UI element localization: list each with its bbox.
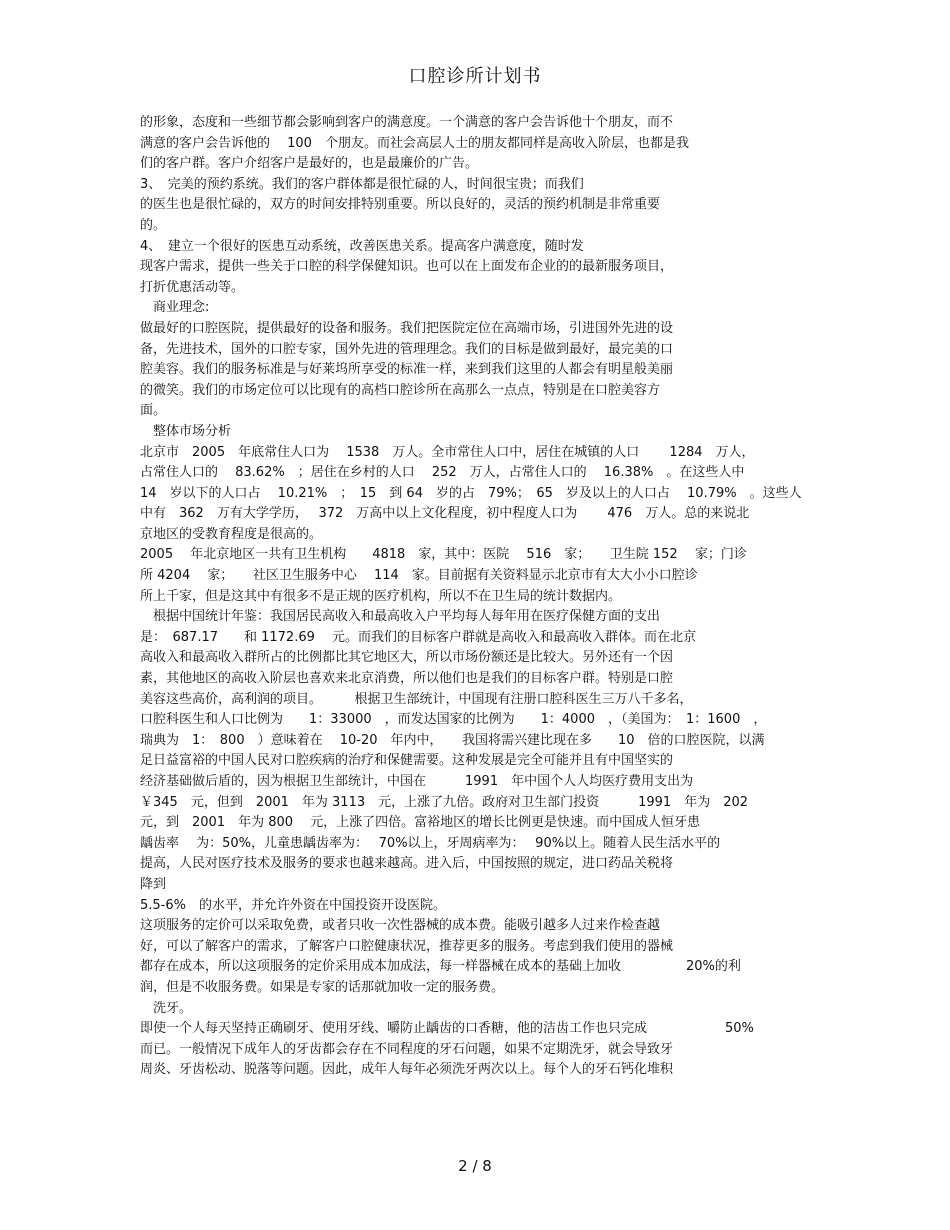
text-line: ￥345 元，但到 2001 年为 3113 元，上涨了九倍。政府对卫生部门投资 1991 年为 202 (140, 794, 749, 810)
text-line: 腔美容。我们的服务标准是与好莱坞所享受的标准一样，来到我们这里的人都会有明星般美丽 (140, 362, 674, 378)
text-line: 做最好的口腔医院，提供最好的设备和服务。我们把医院定位在高端市场，引进国外先进的设 (140, 320, 674, 336)
text-line: 14 岁以下的人口占 10.21% ； 15 到 64 岁的占 79%； 65 岁及以上的人口占 10.79% 。这些人 (140, 485, 802, 501)
text-line: 2005 年北京地区一共有卫生机构 4818 家，其中：医院 516 家； 卫生院 152 家；门诊 (140, 547, 747, 563)
text-line: 商业理念: (140, 300, 210, 316)
text-line: 这项服务的定价可以采取免费，或者只收一次性器械的成本费。能吸引越多人过来作检查越 (140, 918, 661, 934)
text-line: 所上千家，但是这其中有很多不是正规的医疗机构，所以不在卫生局的统计数据内。 (140, 588, 622, 604)
text-line: 占常住人口的 83.62% ；居住在乡村的人口 252 万人，占常住人口的 16.38% 。在这些人中 (140, 465, 745, 481)
page-number: 2 / 8 (458, 1157, 492, 1175)
text-line: 京地区的受教育程度是很高的。 (140, 526, 323, 542)
text-line: 好，可以了解客户的需求，了解客户口腔健康状况，推荐更多的服务。考虑到我们使用的器械 (140, 938, 674, 954)
text-line: 是： 687.17 和 1172.69 元。而我们的目标客户群就是高收入和最高收入群体。而在北京 (140, 629, 697, 645)
text-line: 口腔科医生和人口比例为 1：33000 ，而发达国家的比例为 1：4000 ，（美国为： 1：1600 ， (140, 712, 767, 728)
text-line: 3、 完美的预约系统。我们的客户群体都是很忙碌的人，时间很宝贵；而我们 (140, 176, 584, 192)
text-line: 降到 (140, 876, 167, 892)
text-line: 高收入和最高收入群所占的比例都比其它地区大，所以市场份额还是比较大。另外还有一个因 (140, 650, 674, 666)
page-title: 口腔诊所计划书 (408, 66, 542, 87)
text-line: 提高，人民对医疗技术及服务的要求也越来越高。进入后，中国按照的规定，进口药品关税将 (140, 856, 674, 872)
text-line: 经济基础做后盾的，因为根据卫生部统计，中国在 1991 年中国个人人均医疗费用支出为 (140, 774, 694, 789)
text-line: 面。 (140, 403, 167, 419)
text-line: 4、 建立一个很好的医患互动系统，改善医患关系。提高客户满意度，随时发 (140, 238, 584, 254)
text-line: 们的客户群。客户介绍客户是最好的，也是最廉价的广告。 (140, 156, 479, 172)
text-line: 瑞典为 1： 800 ）意味着在 10-20 年内中， 我国将需兴建比现在多 10 倍的口腔医院，以满 (140, 732, 765, 748)
text-line: 所 4204 家； 社区卫生服务中心 114 家。目前据有关资料显示北京市有大大小小口腔诊 (140, 568, 698, 584)
text-line: 而已。一般情况下成年人的牙齿都会存在不同程度的牙石问题，如果不定期洗牙，就会导致牙 (140, 1041, 674, 1057)
text-line: 根据中国统计年鉴：我国居民高收入和最高收入户平均每人每年用在医疗保健方面的支出 (140, 609, 661, 625)
text-line: 润，但是不收服务费。如果是专家的话那就加收一定的服务费。 (140, 979, 505, 995)
text-line: 都存在成本，所以这项服务的定价采用成本加成法，每一样器械在成本的基础上加收 20%的利 (140, 959, 741, 975)
document-body (140, 113, 820, 1081)
text-line: 中有 362 万有大学学历， 372 万高中以上文化程度，初中程度人口为 476 万人。总的来说北 (140, 506, 750, 522)
text-line: 满意的客户会告诉他的 100 个朋友。而社会高层人士的朋友都同样是高收入阶层，也都是我 (140, 135, 689, 151)
text-line: 北京市 2005 年底常住人口为 1538 万人。全市常住人口中，居住在城镇的人口 1284 万人， (140, 444, 755, 460)
text-line: 备，先进技术，国外的口腔专家，国外先进的管理理念。我们的目标是做到最好，最完美的口 (140, 341, 674, 357)
text-line: 打折优惠活动等。 (140, 279, 245, 295)
text-line: 周炎、牙齿松动、脱落等问题。因此，成年人每年必须洗牙两次以上。每个人的牙石钙化堆积 (140, 1062, 674, 1078)
text-line: 现客户需求，提供一些关于口腔的科学保健知识。也可以在上面发布企业的的最新服务项目， (140, 259, 674, 275)
text-line: 的微笑。我们的市场定位可以比现有的高档口腔诊所在高那么一点点，特别是在口腔美容方 (140, 382, 661, 398)
text-line: 的医生也是很忙碌的，双方的时间安排特别重要。所以良好的，灵活的预约机制是非常重要 (140, 197, 661, 213)
text-line: 整体市场分析 (140, 423, 232, 439)
text-line: 的。 (140, 217, 167, 233)
text-line: 龋齿率 为：50%，儿童患龋齿率为： 70%以上，牙周病率为： 90%以上。随着人民生活水平的 (140, 835, 721, 851)
text-line: 的形象，态度和一些细节都会影响到客户的满意度。一个满意的客户会告诉他十个朋友，而不 (140, 115, 674, 130)
text-line: 即使一个人每天坚持正确刷牙、使用牙线、嚼防止龋齿的口香糖，他的洁齿工作也只完成 50% (140, 1021, 754, 1037)
text-line: 元，到 2001 年为 800 元，上涨了四倍。富裕地区的增长比例更是快速。而中国成人恒牙患 (140, 815, 701, 831)
text-line: 足日益富裕的中国人民对口腔疾病的治疗和保健需要。这种发展是完全可能并且有中国坚实的 (140, 753, 674, 769)
text-line: 洗牙。 (140, 1000, 193, 1016)
text-line: 美容这些高价，高利润的项目。 根据卫生部统计，中国现有注册口腔科医生三万八千多名， (140, 691, 693, 707)
text-line: 5.5-6% 的水平，并允许外资在中国投资开设医院。 (140, 897, 446, 913)
text-line: 素，其他地区的高收入阶层也喜欢来北京消费，所以他们也是我们的目标客户群。特别是口腔 (140, 671, 674, 687)
